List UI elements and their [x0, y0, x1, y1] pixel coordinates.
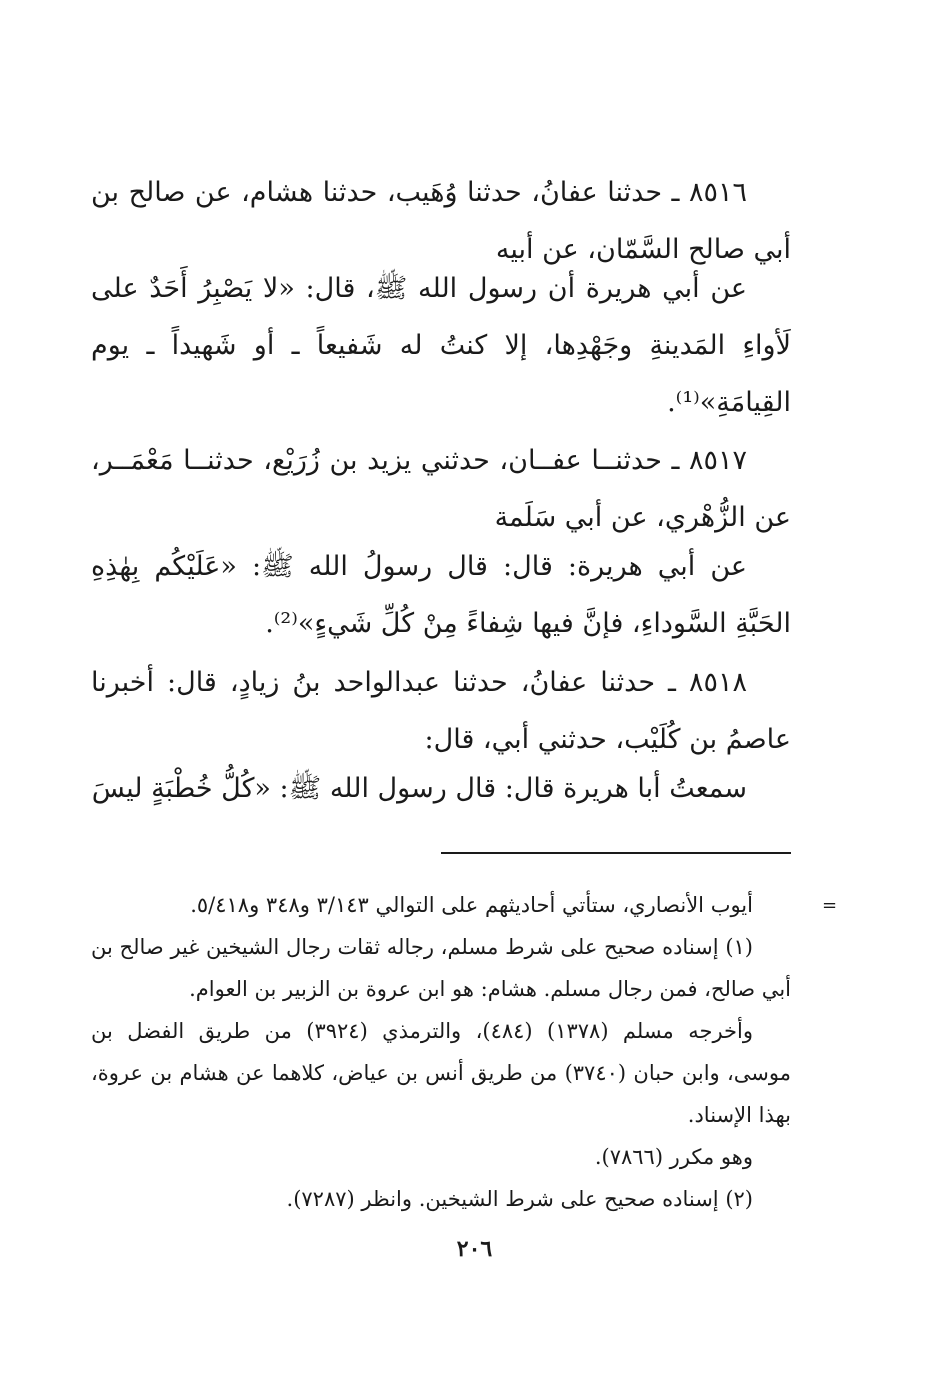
footnote-1-b: وأخرجه مسلم (١٣٧٨) (٤٨٤)، والترمذي (٣٩٢٤) من طريق الفضل بن موسى، وابن حبان (٣٧٤٠) من طريق أنس بن عياض، كلاهما عن هشام بن عروة، بهذا الإسناد.	[91, 1019, 791, 1127]
hadith-8518-matn-block	[91, 760, 791, 817]
hadith-8517-matn-block	[91, 538, 791, 652]
footnote-continuation: أيوب الأنصاري، ستأتي أحاديثهم على التوالي ٣/١٤٣ و٣٤٨ و٥/٤١٨.	[190, 893, 753, 917]
footnote-1-c: وهو مكرر (٧٨٦٦).	[594, 1145, 753, 1169]
footnotes-block	[91, 884, 791, 1220]
hadith-8517-isnad-block	[91, 432, 791, 546]
page-number: ٢٠٦	[456, 1236, 493, 1262]
footnote-separator	[441, 852, 791, 854]
hadith-8516-isnad: ٨٥١٦ ـ حدثنا عفانُ، حدثنا وُهَيب، حدثنا هشام، عن صالح بن أبي صالح السَّمّان، عن أبيه	[91, 177, 791, 265]
hadith-8517-matn: عن أبي هريرة: قال: قال رسولُ الله ﷺ: «عَلَيْكُم بِهٰذِهِ الحَبَّةِ السَّوداءِ، فإنَّ فيها شِفاءً مِنْ كُلِّ شَيءٍ»⁽²⁾.	[91, 551, 791, 639]
hadith-8518-matn: سمعتُ أبا هريرة قال: قال رسول الله ﷺ: «كُلُّ خُطْبَةٍ ليسَ	[91, 773, 747, 804]
footnote-1-a: (١) إسناده صحيح على شرط مسلم، رجاله ثقات رجال الشيخين غير صالح بن أبي صالح، فمن رجال مسلم. هشام: هو ابن عروة بن الزبير بن العوام.	[91, 935, 791, 1001]
footnote-continuation-marker: =	[822, 895, 838, 916]
footnote-2: (٢) إسناده صحيح على شرط الشيخين. وانظر (٧٢٨٧).	[286, 1187, 753, 1211]
hadith-8516-matn-block	[91, 260, 791, 431]
hadith-8518-isnad-block	[91, 654, 791, 768]
hadith-8517-isnad: ٨٥١٧ ـ حدثنــا عفــان، حدثني يزيد بن زُرَيْع، حدثنــا مَعْمَــر، عن الزُّهْري، عن أبي سَلَمة	[91, 445, 791, 533]
hadith-8516-matn: عن أبي هريرة أن رسول الله ﷺ، قال: «لا يَصْبِرُ أَحَدٌ على لَأواءِ المَدينةِ وجَهْدِها، إلا كنتُ له شَفيعاً ـ أو شَهيداً ـ يوم القِيامَةِ»⁽¹⁾.	[91, 273, 791, 418]
hadith-8518-isnad: ٨٥١٨ ـ حدثنا عفانُ، حدثنا عبدالواحد بنُ زيادٍ، قال: أخبرنا عاصمُ بن كُلَيْب، حدثني أبي، قال:	[91, 667, 791, 755]
